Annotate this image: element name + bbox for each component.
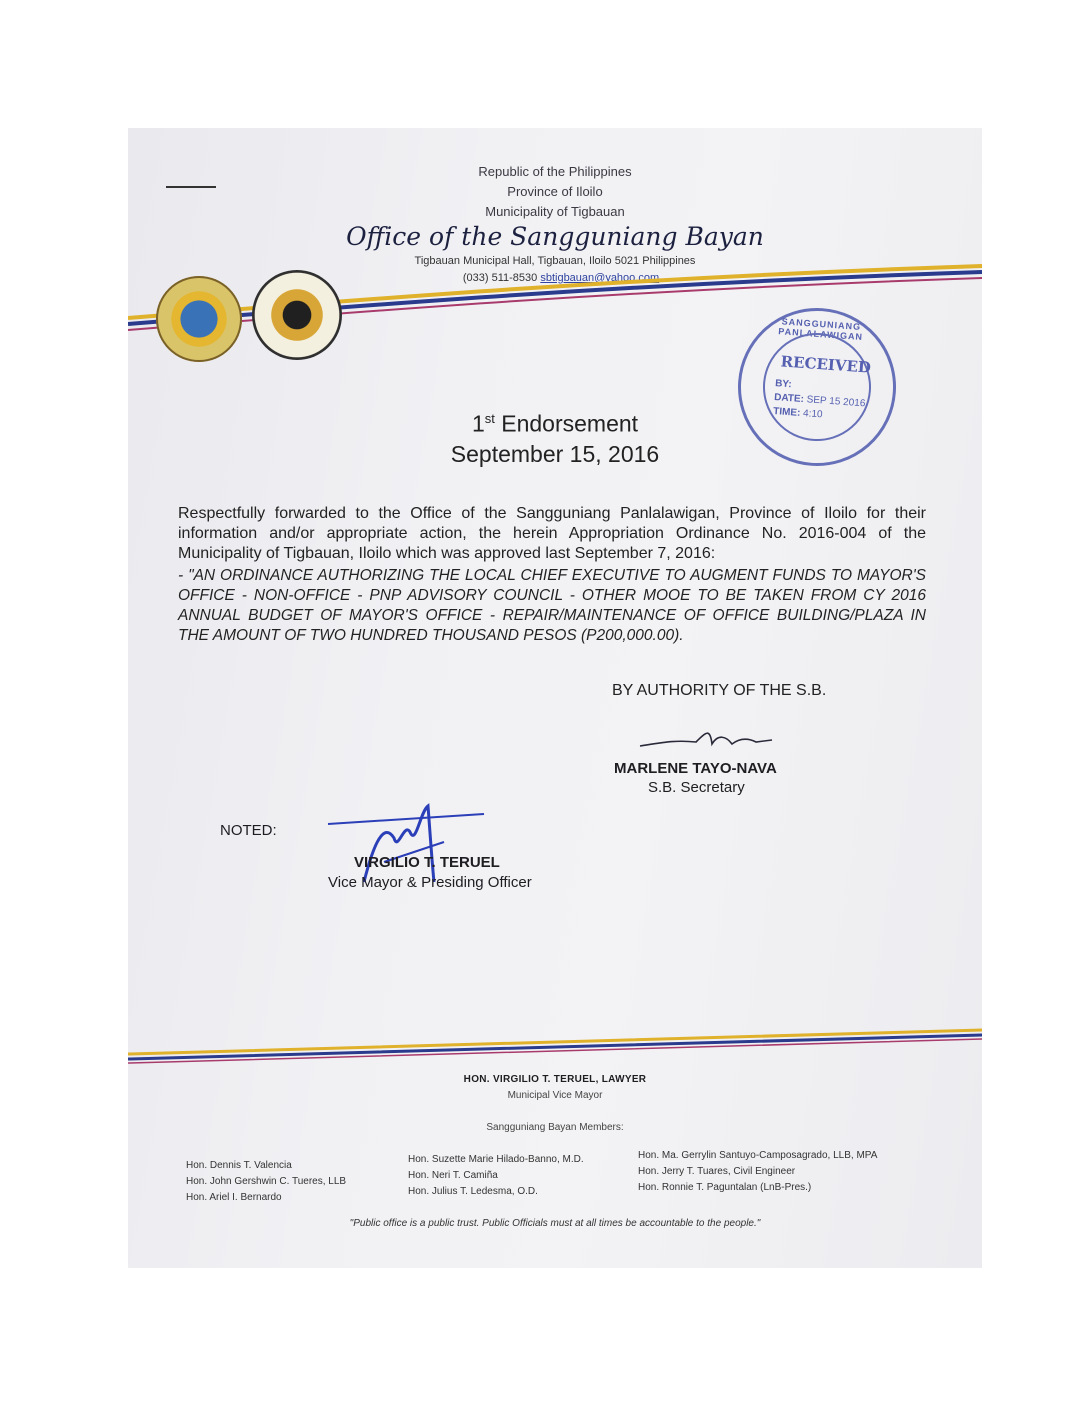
endorsement-title [128, 404, 982, 469]
vice-mayor-name: VIRGILIO T. TERUEL [354, 854, 500, 871]
member: Hon. Ariel I. Bernardo [186, 1192, 282, 1203]
endorsement-word: Endorsement [501, 410, 639, 437]
noted-label: NOTED: [220, 822, 277, 839]
endorsement-ordinal: 1 [471, 410, 485, 437]
stamp-org: SANGGUNIANG PANLALAWIGAN [778, 316, 864, 343]
member: Hon. Jerry T. Tuares, Civil Engineer [638, 1166, 796, 1177]
header-municipality: Municipality of Tigbauan [485, 204, 625, 219]
footer-members-col3 [638, 1148, 877, 1196]
member: Hon. Neri T. Camiña [408, 1170, 498, 1181]
endorsement-suffix: st [484, 411, 495, 426]
header-republic: Republic of the Philippines [478, 164, 632, 179]
footer-members-label: Sangguniang Bayan Members: [486, 1122, 624, 1133]
stamp-by: BY: [774, 378, 792, 391]
stamp-time-value: 4:10 [802, 408, 823, 421]
endorsement-heading [128, 404, 982, 439]
member: Hon. Ronnie T. Paguntalan (LnB-Pres.) [638, 1182, 812, 1193]
header-email: sbtigbauan@yahoo.com [540, 272, 660, 284]
footer-stripes [128, 1028, 982, 1068]
stamp-time-label: TIME: [772, 406, 801, 419]
footer-members-col1 [186, 1158, 346, 1206]
header-address: Tigbauan Municipal Hall, Tigbauan, Iloilo 5021 Philippines [414, 255, 696, 267]
stamp-date-label: DATE: [773, 392, 805, 406]
stamp-date-value: SEP 15 2016 [806, 394, 866, 410]
member: Hon. Ma. Gerrylin Santuyo-Camposagrado, LLB, MPA [638, 1150, 878, 1161]
municipality-seal [156, 276, 242, 362]
member: Hon. Dennis T. Valencia [186, 1160, 292, 1171]
office-title: Office of the Sangguniang Bayan [346, 222, 764, 251]
secretary-title: S.B. Secretary [648, 779, 745, 796]
body-paragraph: Respectfully forwarded to the Office of the Sangguniang Panlalawigan, Province of Iloilo for their information and/or appropriate action, the herein Appropriation Ordinance No. 2016-004 of the Municipality of Tigbauan, Iloilo which was approved last September 7, 2016: [178, 505, 926, 562]
member: Hon. Suzette Marie Hilado-Banno, M.D. [408, 1154, 584, 1165]
header-province: Province of Iloilo [507, 184, 603, 199]
sangguniang-bayan-seal [252, 270, 342, 360]
member: Hon. Julius T. Ledesma, O.D. [408, 1186, 538, 1197]
ordinance-title: - "AN ORDINANCE AUTHORIZING THE LOCAL CHIEF EXECUTIVE TO AUGMENT FUNDS TO MAYOR'S OFFICE - NON-OFFICE - PNP ADVISORY COUNCIL - OTHER MOOE TO BE TAKEN FROM CY 2016 ANNUAL BUDGET OF MAYOR'S OFFICE - REPAIR/MAINTENANCE OF OFFICE BUILDING/PLAZA IN THE AMOUNT OF TWO HUNDRED THOUSAND PESOS (P200,000.00). [178, 567, 926, 644]
authority-label: BY AUTHORITY OF THE S.B. [612, 682, 827, 699]
footer-motto: "Public office is a public trust. Public Officials must at all times be accountable to the people." [349, 1218, 761, 1229]
document-page [128, 128, 982, 1268]
footer-vice-mayor-title: Municipal Vice Mayor [507, 1090, 603, 1101]
footer-members-col2 [408, 1152, 584, 1200]
header-phone: (033) 511-8530 [462, 272, 538, 284]
stamp-received: RECEIVED [780, 352, 872, 377]
secretary-name: MARLENE TAYO-NAVA [614, 760, 777, 777]
footer-vice-mayor: HON. VIRGILIO T. TERUEL, LAWYER [463, 1074, 647, 1085]
endorsement-date: September 15, 2016 [450, 440, 660, 467]
member: Hon. John Gershwin C. Tueres, LLB [186, 1176, 347, 1187]
vice-mayor-title: Vice Mayor & Presiding Officer [328, 874, 532, 891]
secretary-signature [636, 724, 776, 760]
